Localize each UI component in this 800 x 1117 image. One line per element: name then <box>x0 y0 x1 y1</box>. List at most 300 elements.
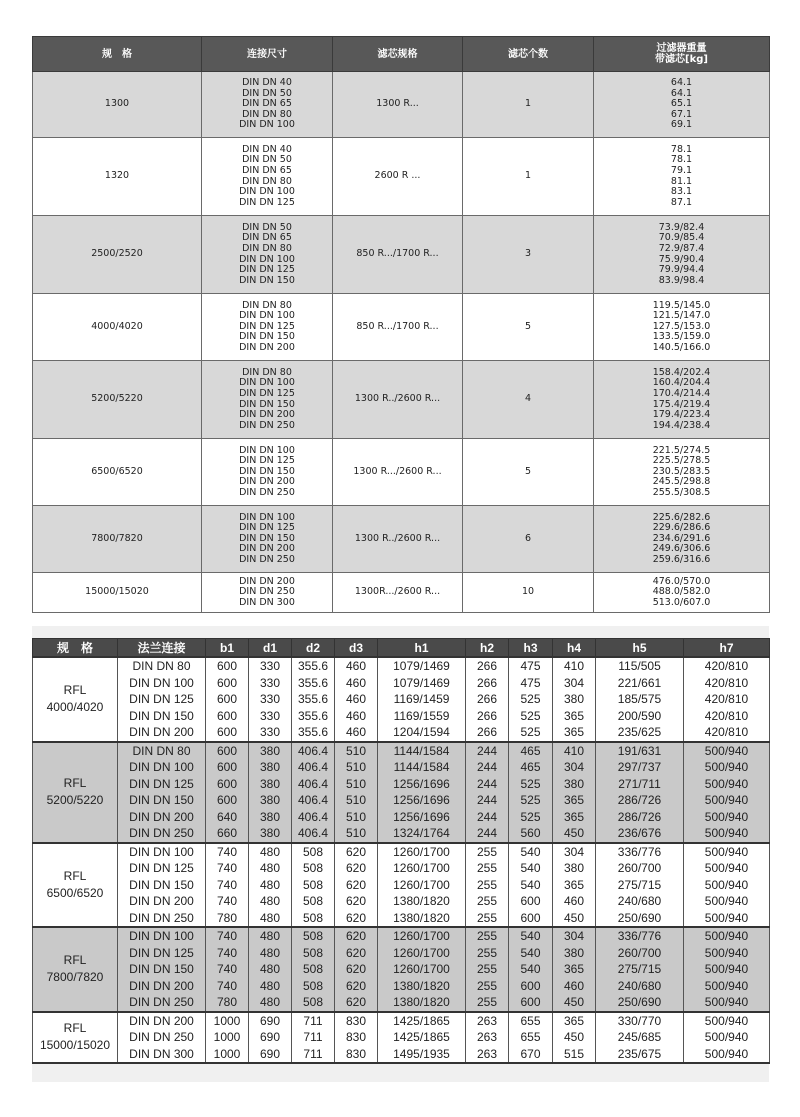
dimension-row <box>33 691 770 708</box>
flange-cell: DIN DN 200 <box>118 978 206 995</box>
element-spec-cell: 1300 R../2600 R... <box>333 361 463 439</box>
flange-cell: DIN DN 200 <box>118 893 206 910</box>
element-spec-cell: 1300 R.../2600 R... <box>333 439 463 506</box>
model-group <box>33 742 770 843</box>
dimension-cell: 244 <box>466 809 509 826</box>
dimension-cell: 330 <box>249 675 292 692</box>
dimension-cell: 600 <box>206 708 249 725</box>
dimension-cell: 185/575 <box>596 691 684 708</box>
dimension-cell: 420/810 <box>684 657 770 675</box>
dimension-cell: 1380/1820 <box>378 978 466 995</box>
dimension-cell: 297/737 <box>596 759 684 776</box>
spec-row <box>33 294 770 361</box>
dimension-cell: 244 <box>466 742 509 760</box>
connection-size-cell: DIN DN 80 DIN DN 100 DIN DN 125 DIN DN 150 DIN DN 200 <box>202 294 333 361</box>
dimension-cell: 263 <box>466 1046 509 1064</box>
dimension-cell: 420/810 <box>684 675 770 692</box>
element-spec-cell: 850 R.../1700 R... <box>333 294 463 361</box>
dimension-cell: 500/940 <box>684 776 770 793</box>
dimension-cell: 221/661 <box>596 675 684 692</box>
dimension-cell: 330/770 <box>596 1012 684 1030</box>
dimension-cell: 600 <box>509 978 553 995</box>
dimension-cell: 336/776 <box>596 927 684 945</box>
element-spec-cell: 2600 R ... <box>333 138 463 216</box>
dimension-cell: 420/810 <box>684 724 770 742</box>
dimension-cell: 500/940 <box>684 825 770 843</box>
spec-cell: 6500/6520 <box>33 439 202 506</box>
dimension-cell: 1260/1700 <box>378 843 466 861</box>
spec-row <box>33 361 770 439</box>
spec-row <box>33 138 770 216</box>
dimension-cell: 255 <box>466 927 509 945</box>
dimension-cell: 406.4 <box>292 825 335 843</box>
flange-cell: DIN DN 100 <box>118 675 206 692</box>
dimension-cell: 255 <box>466 843 509 861</box>
flange-cell: DIN DN 100 <box>118 843 206 861</box>
dimension-cell: 255 <box>466 910 509 928</box>
header-spec: 规 格 <box>33 37 202 72</box>
dim-header-5: d3 <box>335 639 378 658</box>
dimension-cell: 690 <box>249 1012 292 1030</box>
dimension-cell: 480 <box>249 843 292 861</box>
dimension-row <box>33 961 770 978</box>
dimension-cell: 620 <box>335 927 378 945</box>
flange-cell: DIN DN 125 <box>118 776 206 793</box>
dimension-cell: 508 <box>292 961 335 978</box>
dimension-cell: 620 <box>335 978 378 995</box>
dimension-cell: 475 <box>509 657 553 675</box>
dimension-cell: 500/940 <box>684 759 770 776</box>
connection-size-cell: DIN DN 50 DIN DN 65 DIN DN 80 DIN DN 100 DIN DN 125 DIN DN 150 <box>202 216 333 294</box>
dimension-cell: 1144/1584 <box>378 742 466 760</box>
dimension-cell: 655 <box>509 1012 553 1030</box>
dimension-row <box>33 825 770 843</box>
dimension-cell: 740 <box>206 860 249 877</box>
flange-cell: DIN DN 80 <box>118 657 206 675</box>
dimension-cell: 475 <box>509 675 553 692</box>
model-group <box>33 1012 770 1064</box>
dimension-cell: 240/680 <box>596 893 684 910</box>
dimension-row <box>33 910 770 928</box>
dimension-cell: 244 <box>466 792 509 809</box>
dimension-cell: 620 <box>335 893 378 910</box>
dimension-cell: 780 <box>206 910 249 928</box>
dimension-cell: 600 <box>206 792 249 809</box>
dimension-cell: 500/940 <box>684 927 770 945</box>
model-label: RFL 15000/15020 <box>33 1012 118 1064</box>
dimension-cell: 660 <box>206 825 249 843</box>
flange-cell: DIN DN 300 <box>118 1046 206 1064</box>
weight-cell: 73.9/82.4 70.9/85.4 72.9/87.4 75.9/90.4 79.9/94.4 83.9/98.4 <box>594 216 770 294</box>
dimension-cell: 275/715 <box>596 961 684 978</box>
flange-cell: DIN DN 250 <box>118 994 206 1012</box>
dimension-cell: 510 <box>335 825 378 843</box>
dimension-cell: 365 <box>553 809 596 826</box>
dimension-cell: 406.4 <box>292 759 335 776</box>
element-count-cell: 4 <box>463 361 594 439</box>
dimension-cell: 830 <box>335 1012 378 1030</box>
filter-spec-table <box>32 36 770 613</box>
dimension-cell: 740 <box>206 927 249 945</box>
dimension-cell: 336/776 <box>596 843 684 861</box>
model-group <box>33 843 770 928</box>
connection-size-cell: DIN DN 40 DIN DN 50 DIN DN 65 DIN DN 80 DIN DN 100 <box>202 72 333 138</box>
dimension-cell: 500/940 <box>684 1046 770 1064</box>
dimension-cell: 410 <box>553 742 596 760</box>
dimension-row <box>33 860 770 877</box>
dimension-cell: 525 <box>509 776 553 793</box>
dimension-cell: 1425/1865 <box>378 1012 466 1030</box>
dimension-cell: 410 <box>553 657 596 675</box>
dimension-cell: 1260/1700 <box>378 945 466 962</box>
dimension-cell: 406.4 <box>292 792 335 809</box>
dimension-cell: 540 <box>509 961 553 978</box>
dimension-cell: 1000 <box>206 1029 249 1046</box>
header-weight <box>594 37 770 72</box>
dimension-cell: 830 <box>335 1046 378 1064</box>
model-label: RFL 7800/7820 <box>33 927 118 1012</box>
dimension-cell: 365 <box>553 792 596 809</box>
dimension-cell: 460 <box>335 675 378 692</box>
dimension-cell: 600 <box>206 742 249 760</box>
dimension-row <box>33 675 770 692</box>
dimension-cell: 620 <box>335 910 378 928</box>
dimension-row <box>33 708 770 725</box>
dimension-cell: 480 <box>249 978 292 995</box>
dimension-cell: 304 <box>553 927 596 945</box>
dimension-cell: 1380/1820 <box>378 994 466 1012</box>
dimension-cell: 1000 <box>206 1046 249 1064</box>
dimension-row <box>33 877 770 894</box>
dimension-cell: 330 <box>249 708 292 725</box>
dimension-cell: 380 <box>249 759 292 776</box>
flange-cell: DIN DN 80 <box>118 742 206 760</box>
dimension-cell: 255 <box>466 860 509 877</box>
dimension-cell: 365 <box>553 1012 596 1030</box>
element-count-cell: 10 <box>463 573 594 613</box>
dimension-cell: 480 <box>249 945 292 962</box>
dimension-row <box>33 945 770 962</box>
dimension-cell: 711 <box>292 1046 335 1064</box>
dimension-cell: 365 <box>553 724 596 742</box>
dimension-row <box>33 759 770 776</box>
dimension-cell: 780 <box>206 994 249 1012</box>
dimension-cell: 1425/1865 <box>378 1029 466 1046</box>
dimension-cell: 620 <box>335 961 378 978</box>
dimension-cell: 1144/1584 <box>378 759 466 776</box>
dimension-cell: 525 <box>509 708 553 725</box>
dimension-cell: 1260/1700 <box>378 877 466 894</box>
spec-cell: 1320 <box>33 138 202 216</box>
dimension-cell: 1260/1700 <box>378 927 466 945</box>
element-spec-cell: 1300 R... <box>333 72 463 138</box>
dimension-cell: 525 <box>509 792 553 809</box>
element-count-cell: 1 <box>463 72 594 138</box>
model-group <box>33 927 770 1012</box>
dimension-cell: 480 <box>249 877 292 894</box>
dimension-cell: 560 <box>509 825 553 843</box>
dim-header-10: h5 <box>596 639 684 658</box>
flange-cell: DIN DN 250 <box>118 910 206 928</box>
dimension-cell: 1169/1459 <box>378 691 466 708</box>
dimension-cell: 510 <box>335 742 378 760</box>
dimension-cell: 480 <box>249 910 292 928</box>
weight-cell: 158.4/202.4 160.4/204.4 170.4/214.4 175.4/219.4 179.4/223.4 194.4/238.4 <box>594 361 770 439</box>
dimension-cell: 480 <box>249 893 292 910</box>
dimension-cell: 460 <box>335 691 378 708</box>
dimension-cell: 600 <box>509 910 553 928</box>
dimension-cell: 266 <box>466 675 509 692</box>
dimension-cell: 500/940 <box>684 742 770 760</box>
dimension-cell: 330 <box>249 691 292 708</box>
dimension-cell: 255 <box>466 961 509 978</box>
dimension-cell: 260/700 <box>596 860 684 877</box>
dimension-cell: 380 <box>249 792 292 809</box>
dimension-cell: 690 <box>249 1029 292 1046</box>
dimension-cell: 500/940 <box>684 945 770 962</box>
dimension-cell: 1256/1696 <box>378 776 466 793</box>
dimension-cell: 500/940 <box>684 893 770 910</box>
dimension-cell: 600 <box>206 691 249 708</box>
dimension-cell: 500/940 <box>684 1012 770 1030</box>
dimension-cell: 380 <box>553 945 596 962</box>
dimension-cell: 1079/1469 <box>378 657 466 675</box>
flange-cell: DIN DN 125 <box>118 860 206 877</box>
weight-cell: 225.6/282.6 229.6/286.6 234.6/291.6 249.6/306.6 259.6/316.6 <box>594 506 770 573</box>
spec-cell: 7800/7820 <box>33 506 202 573</box>
dimension-cell: 380 <box>553 691 596 708</box>
element-spec-cell: 1300 R../2600 R... <box>333 506 463 573</box>
dimension-row <box>33 657 770 675</box>
spec-cell: 5200/5220 <box>33 361 202 439</box>
flange-cell: DIN DN 250 <box>118 825 206 843</box>
dimension-cell: 510 <box>335 809 378 826</box>
dimension-cell: 655 <box>509 1029 553 1046</box>
dimension-cell: 508 <box>292 945 335 962</box>
dimension-cell: 740 <box>206 961 249 978</box>
dimension-cell: 250/690 <box>596 910 684 928</box>
dimension-cell: 355.6 <box>292 708 335 725</box>
dimension-cell: 830 <box>335 1029 378 1046</box>
dimension-cell: 1079/1469 <box>378 675 466 692</box>
element-spec-cell: 1300R.../2600 R... <box>333 573 463 613</box>
dimension-cell: 620 <box>335 877 378 894</box>
dimension-cell: 540 <box>509 843 553 861</box>
dimension-cell: 508 <box>292 994 335 1012</box>
dimension-cell: 1000 <box>206 1012 249 1030</box>
flange-cell: DIN DN 150 <box>118 961 206 978</box>
dimension-cell: 420/810 <box>684 691 770 708</box>
element-count-cell: 6 <box>463 506 594 573</box>
element-count-cell: 3 <box>463 216 594 294</box>
dimension-cell: 620 <box>335 945 378 962</box>
dimension-cell: 380 <box>249 742 292 760</box>
dimension-cell: 380 <box>249 776 292 793</box>
dimension-row <box>33 742 770 760</box>
dimension-cell: 1256/1696 <box>378 809 466 826</box>
flange-cell: DIN DN 100 <box>118 927 206 945</box>
dimension-cell: 286/726 <box>596 809 684 826</box>
dimension-cell: 450 <box>553 910 596 928</box>
dimension-cell: 244 <box>466 759 509 776</box>
dimension-cell: 500/940 <box>684 877 770 894</box>
dimension-cell: 1380/1820 <box>378 910 466 928</box>
dimension-cell: 263 <box>466 1029 509 1046</box>
dimension-cell: 420/810 <box>684 708 770 725</box>
model-label: RFL 5200/5220 <box>33 742 118 843</box>
dimension-cell: 304 <box>553 759 596 776</box>
dimension-cell: 1256/1696 <box>378 792 466 809</box>
weight-cell: 119.5/145.0 121.5/147.0 127.5/153.0 133.5/159.0 140.5/166.0 <box>594 294 770 361</box>
flange-cell: DIN DN 125 <box>118 691 206 708</box>
dimension-cell: 670 <box>509 1046 553 1064</box>
dimension-cell: 1260/1700 <box>378 860 466 877</box>
dimension-cell: 275/715 <box>596 877 684 894</box>
dimension-row <box>33 843 770 861</box>
dimension-cell: 620 <box>335 860 378 877</box>
dimension-cell: 515 <box>553 1046 596 1064</box>
header-weight-line2: 带滤芯[kg] <box>655 54 708 65</box>
dimension-cell: 510 <box>335 759 378 776</box>
dimension-cell: 286/726 <box>596 792 684 809</box>
dim-header-4: d2 <box>292 639 335 658</box>
dimension-row <box>33 994 770 1012</box>
dimension-cell: 600 <box>509 893 553 910</box>
dimension-cell: 1324/1764 <box>378 825 466 843</box>
dimension-cell: 500/940 <box>684 843 770 861</box>
element-count-cell: 1 <box>463 138 594 216</box>
dimension-cell: 500/940 <box>684 910 770 928</box>
element-count-cell: 5 <box>463 294 594 361</box>
dimension-cell: 480 <box>249 994 292 1012</box>
dimension-cell: 355.6 <box>292 691 335 708</box>
dimension-cell: 406.4 <box>292 776 335 793</box>
dimension-row <box>33 1046 770 1064</box>
dimension-table-panel <box>32 626 769 1082</box>
dimension-cell: 525 <box>509 809 553 826</box>
dimension-cell: 450 <box>553 994 596 1012</box>
dimension-cell: 508 <box>292 893 335 910</box>
dimension-cell: 465 <box>509 742 553 760</box>
dimension-cell: 740 <box>206 945 249 962</box>
dimension-cell: 525 <box>509 724 553 742</box>
dimension-cell: 450 <box>553 825 596 843</box>
flange-cell: DIN DN 150 <box>118 877 206 894</box>
model-label: RFL 4000/4020 <box>33 657 118 742</box>
dimension-cell: 600 <box>206 675 249 692</box>
dimension-row <box>33 1012 770 1030</box>
dimension-cell: 460 <box>553 893 596 910</box>
dimension-row <box>33 809 770 826</box>
dimension-cell: 500/940 <box>684 994 770 1012</box>
dimension-cell: 365 <box>553 877 596 894</box>
dim-header-6: h1 <box>378 639 466 658</box>
spec-row <box>33 72 770 138</box>
header-weight-line1: 过滤器重量 <box>656 43 707 54</box>
dim-header-7: h2 <box>466 639 509 658</box>
model-label: RFL 6500/6520 <box>33 843 118 928</box>
dimension-cell: 255 <box>466 877 509 894</box>
dimension-cell: 600 <box>509 994 553 1012</box>
dimension-cell: 500/940 <box>684 860 770 877</box>
dimension-cell: 540 <box>509 860 553 877</box>
connection-size-cell: DIN DN 100 DIN DN 125 DIN DN 150 DIN DN 200 DIN DN 250 <box>202 439 333 506</box>
dimension-cell: 620 <box>335 994 378 1012</box>
dimension-cell: 600 <box>206 657 249 675</box>
dimension-cell: 235/675 <box>596 1046 684 1064</box>
dimension-cell: 508 <box>292 877 335 894</box>
dimension-cell: 690 <box>249 1046 292 1064</box>
dimension-cell: 115/505 <box>596 657 684 675</box>
header-element-spec: 滤芯规格 <box>333 37 463 72</box>
spec-table-header <box>33 37 770 72</box>
dimension-cell: 304 <box>553 675 596 692</box>
dimension-cell: 260/700 <box>596 945 684 962</box>
dimension-cell: 255 <box>466 945 509 962</box>
dimension-cell: 266 <box>466 691 509 708</box>
dimension-cell: 355.6 <box>292 724 335 742</box>
dimension-cell: 244 <box>466 776 509 793</box>
dimension-cell: 540 <box>509 945 553 962</box>
dimension-row <box>33 927 770 945</box>
dimension-row <box>33 792 770 809</box>
dimension-cell: 500/940 <box>684 809 770 826</box>
dimension-cell: 480 <box>249 961 292 978</box>
spec-cell: 4000/4020 <box>33 294 202 361</box>
dimension-cell: 1204/1594 <box>378 724 466 742</box>
dimension-cell: 266 <box>466 708 509 725</box>
flange-cell: DIN DN 150 <box>118 792 206 809</box>
dimension-cell: 304 <box>553 843 596 861</box>
spec-row <box>33 506 770 573</box>
dimension-cell: 263 <box>466 1012 509 1030</box>
dimension-cell: 620 <box>335 843 378 861</box>
dimension-cell: 191/631 <box>596 742 684 760</box>
dim-header-9: h4 <box>553 639 596 658</box>
dimension-cell: 480 <box>249 860 292 877</box>
dimension-cell: 540 <box>509 877 553 894</box>
dimension-cell: 380 <box>249 809 292 826</box>
flange-cell: DIN DN 125 <box>118 945 206 962</box>
spec-row <box>33 439 770 506</box>
dimension-cell: 271/711 <box>596 776 684 793</box>
dimension-cell: 540 <box>509 927 553 945</box>
dimension-cell: 711 <box>292 1012 335 1030</box>
dimension-cell: 255 <box>466 994 509 1012</box>
dimension-cell: 1380/1820 <box>378 893 466 910</box>
dimension-row <box>33 893 770 910</box>
dimension-cell: 640 <box>206 809 249 826</box>
connection-size-cell: DIN DN 40 DIN DN 50 DIN DN 65 DIN DN 80 DIN DN 100 DIN DN 125 <box>202 138 333 216</box>
dimension-cell: 600 <box>206 724 249 742</box>
dimension-cell: 236/676 <box>596 825 684 843</box>
flange-cell: DIN DN 200 <box>118 1012 206 1030</box>
dimension-cell: 460 <box>335 657 378 675</box>
dimension-cell: 406.4 <box>292 809 335 826</box>
header-connection-size: 连接尺寸 <box>202 37 333 72</box>
dimension-row <box>33 978 770 995</box>
dimension-cell: 500/940 <box>684 961 770 978</box>
header-element-count: 滤芯个数 <box>463 37 594 72</box>
dimension-cell: 380 <box>249 825 292 843</box>
dimension-row <box>33 776 770 793</box>
dimension-cell: 250/690 <box>596 994 684 1012</box>
dimension-row <box>33 724 770 742</box>
flange-cell: DIN DN 200 <box>118 809 206 826</box>
dimension-cell: 245/685 <box>596 1029 684 1046</box>
dimension-cell: 240/680 <box>596 978 684 995</box>
connection-size-cell: DIN DN 100 DIN DN 125 DIN DN 150 DIN DN 200 DIN DN 250 <box>202 506 333 573</box>
